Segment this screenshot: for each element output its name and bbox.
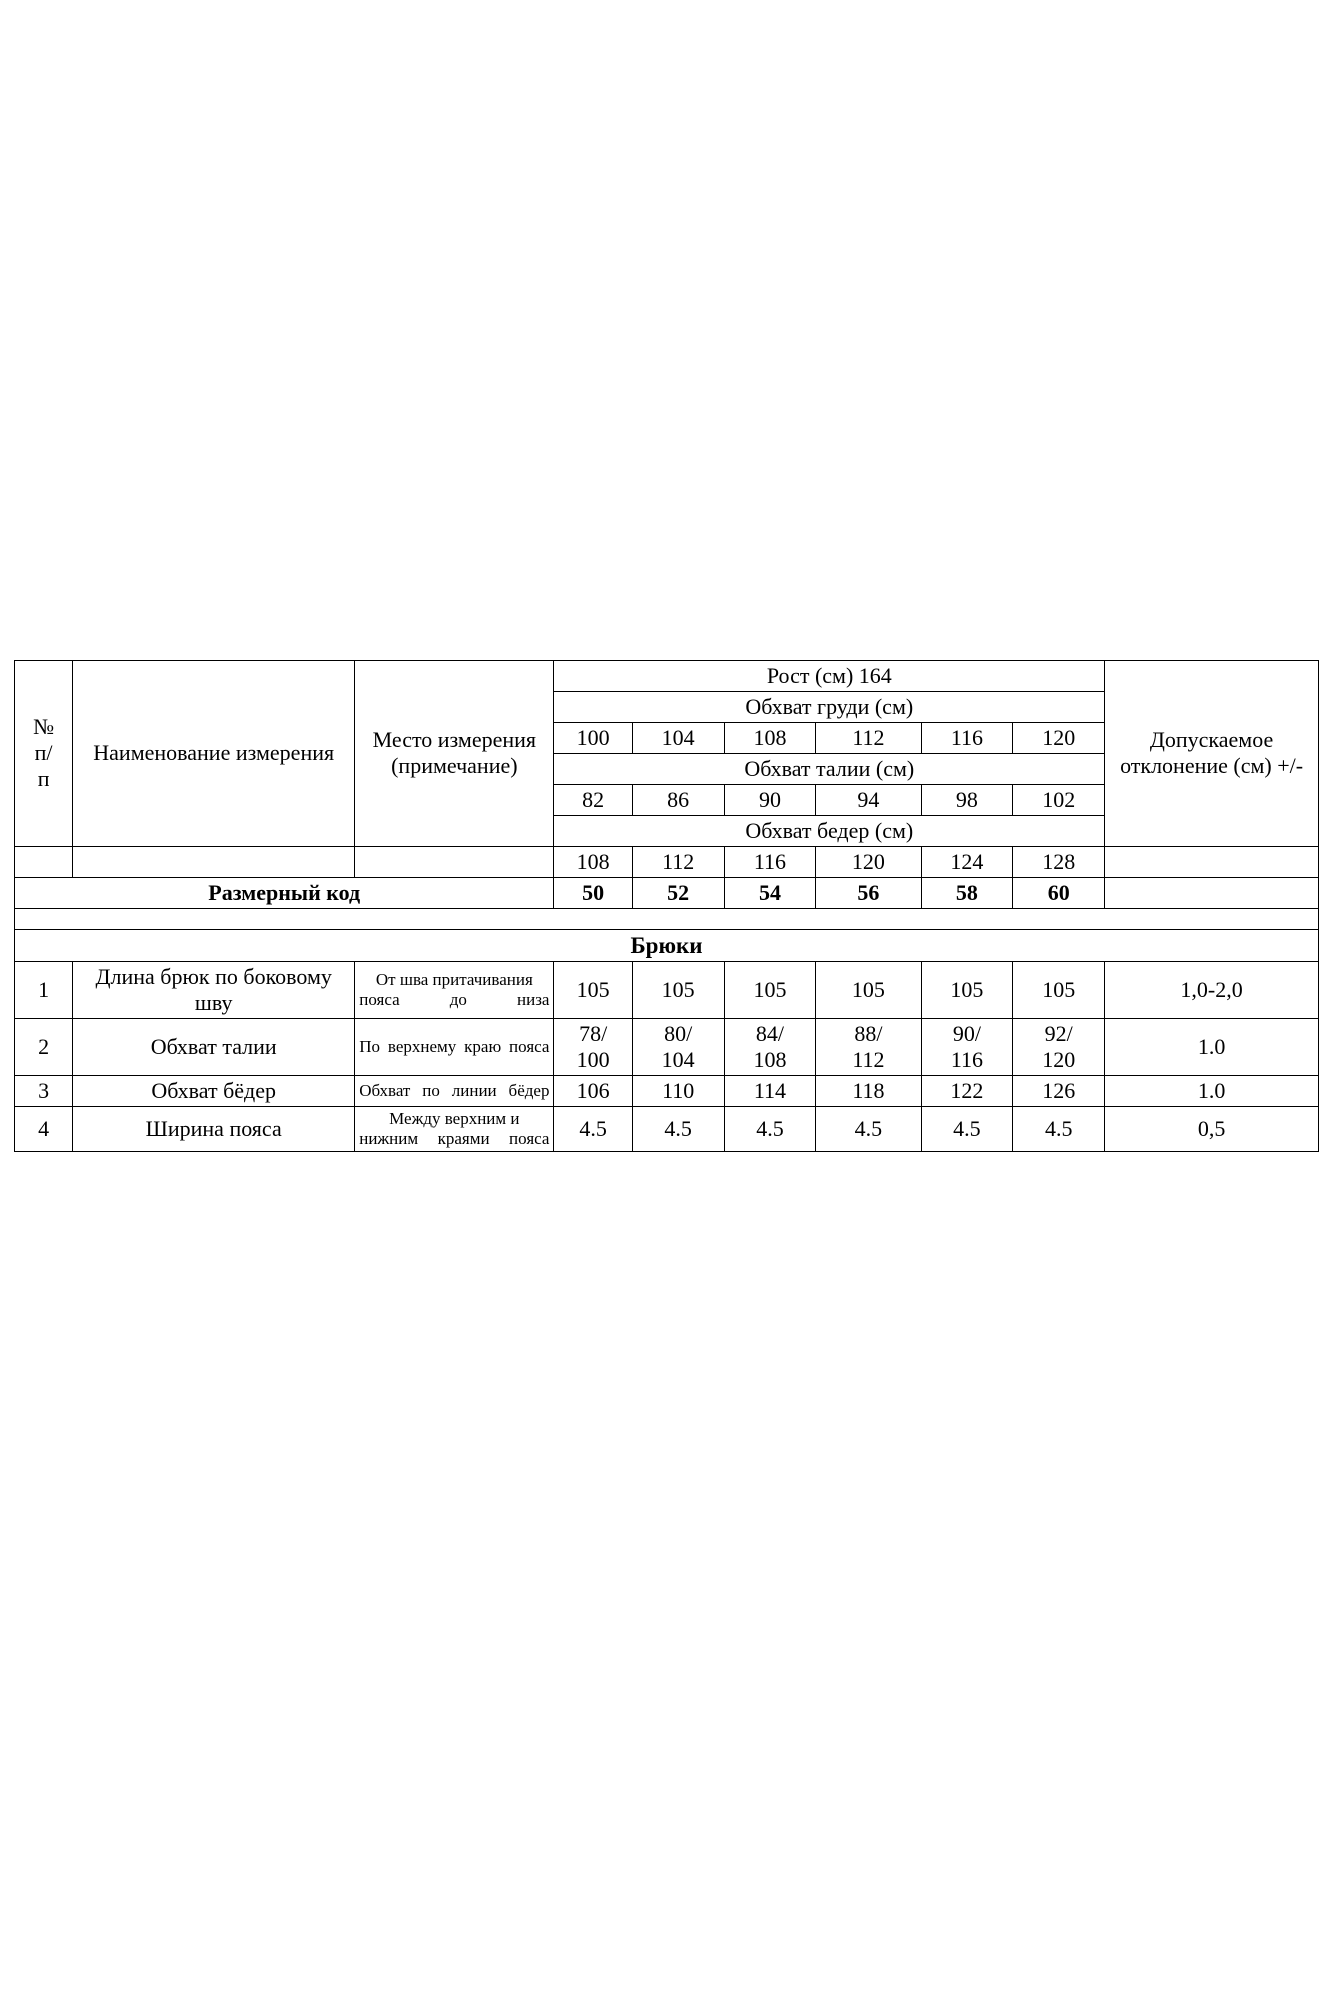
header-hips-value: 124	[921, 846, 1013, 877]
header-chest-value: 120	[1013, 722, 1105, 753]
size-code-value: 58	[921, 877, 1013, 908]
row-value: 105	[1013, 961, 1105, 1018]
row-value: 4.5	[816, 1106, 921, 1151]
header-spacer-name	[73, 846, 355, 877]
size-code-value: 56	[816, 877, 921, 908]
measurement-table-container	[14, 660, 1319, 1152]
header-waist-value: 94	[816, 784, 921, 815]
size-code-value: 60	[1013, 877, 1105, 908]
row-measurement-name: Ширина пояса	[73, 1106, 355, 1151]
row-measurement-name: Обхват талии	[73, 1018, 355, 1075]
size-code-value: 54	[724, 877, 816, 908]
header-chest-value: 116	[921, 722, 1013, 753]
row-value: 90/ 116	[921, 1018, 1013, 1075]
row-value: 88/ 112	[816, 1018, 921, 1075]
header-hips-label: Обхват бедер (см)	[554, 815, 1105, 846]
header-spacer-number	[15, 846, 73, 877]
row-value: 4.5	[1013, 1106, 1105, 1151]
row-measurement-place: От шва притачивания пояса до низа	[355, 961, 554, 1018]
row-value: 4.5	[632, 1106, 724, 1151]
header-hips-value: 108	[554, 846, 632, 877]
row-value: 4.5	[554, 1106, 632, 1151]
header-spacer-place	[355, 846, 554, 877]
row-number: 4	[15, 1106, 73, 1151]
header-hips-value: 116	[724, 846, 816, 877]
header-chest-value: 112	[816, 722, 921, 753]
row-deviation: 0,5	[1105, 1106, 1319, 1151]
table-spacer-row	[15, 908, 1319, 929]
row-value: 118	[816, 1075, 921, 1106]
group-title-trousers: Брюки	[15, 929, 1319, 961]
table-row	[15, 1106, 1319, 1151]
header-cell-number: № п/ п	[15, 661, 73, 847]
row-deviation: 1.0	[1105, 1075, 1319, 1106]
header-hips-value: 112	[632, 846, 724, 877]
header-height: Рост (см) 164	[554, 661, 1105, 692]
table-row	[15, 961, 1319, 1018]
row-value: 78/ 100	[554, 1018, 632, 1075]
header-hips-value: 120	[816, 846, 921, 877]
table-header-row-height	[15, 661, 1319, 692]
header-chest-value: 108	[724, 722, 816, 753]
header-chest-label: Обхват груди (см)	[554, 691, 1105, 722]
row-number: 1	[15, 961, 73, 1018]
header-chest-value: 100	[554, 722, 632, 753]
table-row-size-code	[15, 877, 1319, 908]
row-value: 105	[632, 961, 724, 1018]
row-number: 3	[15, 1075, 73, 1106]
row-value: 80/ 104	[632, 1018, 724, 1075]
size-code-value: 52	[632, 877, 724, 908]
row-value: 105	[554, 961, 632, 1018]
row-value: 110	[632, 1075, 724, 1106]
size-code-label: Размерный код	[15, 877, 554, 908]
row-measurement-place: Между верхним и нижним краями пояса	[355, 1106, 554, 1151]
table-row	[15, 1018, 1319, 1075]
row-measurement-place: Обхват по линии бёдер	[355, 1075, 554, 1106]
table-group-title-row	[15, 929, 1319, 961]
row-value: 114	[724, 1075, 816, 1106]
row-value: 105	[921, 961, 1013, 1018]
row-value: 105	[724, 961, 816, 1018]
table-header-row-hips-values	[15, 846, 1319, 877]
row-number: 2	[15, 1018, 73, 1075]
row-deviation: 1.0	[1105, 1018, 1319, 1075]
header-cell-name: Наименование измерения	[73, 661, 355, 847]
row-value: 126	[1013, 1075, 1105, 1106]
row-value: 122	[921, 1075, 1013, 1106]
header-chest-value: 104	[632, 722, 724, 753]
header-cell-place: Место измерения (примечание)	[355, 661, 554, 847]
row-value: 84/ 108	[724, 1018, 816, 1075]
header-waist-label: Обхват талии (см)	[554, 753, 1105, 784]
size-code-deviation-empty	[1105, 877, 1319, 908]
table-row	[15, 1075, 1319, 1106]
size-code-value: 50	[554, 877, 632, 908]
measurement-table	[14, 660, 1319, 1152]
row-value: 4.5	[724, 1106, 816, 1151]
row-deviation: 1,0-2,0	[1105, 961, 1319, 1018]
row-value: 105	[816, 961, 921, 1018]
row-measurement-name: Длина брюк по боковому шву	[73, 961, 355, 1018]
spacer-cell	[15, 908, 1319, 929]
row-value: 4.5	[921, 1106, 1013, 1151]
header-waist-value: 86	[632, 784, 724, 815]
row-measurement-place: По верхнему краю пояса	[355, 1018, 554, 1075]
header-waist-value: 82	[554, 784, 632, 815]
header-hips-value: 128	[1013, 846, 1105, 877]
row-value: 106	[554, 1075, 632, 1106]
header-waist-value: 98	[921, 784, 1013, 815]
row-measurement-name: Обхват бёдер	[73, 1075, 355, 1106]
row-value: 92/ 120	[1013, 1018, 1105, 1075]
header-deviation: Допускаемое отклонение (см) +/-	[1105, 661, 1319, 847]
header-waist-value: 90	[724, 784, 816, 815]
header-spacer-deviation	[1105, 846, 1319, 877]
header-waist-value: 102	[1013, 784, 1105, 815]
